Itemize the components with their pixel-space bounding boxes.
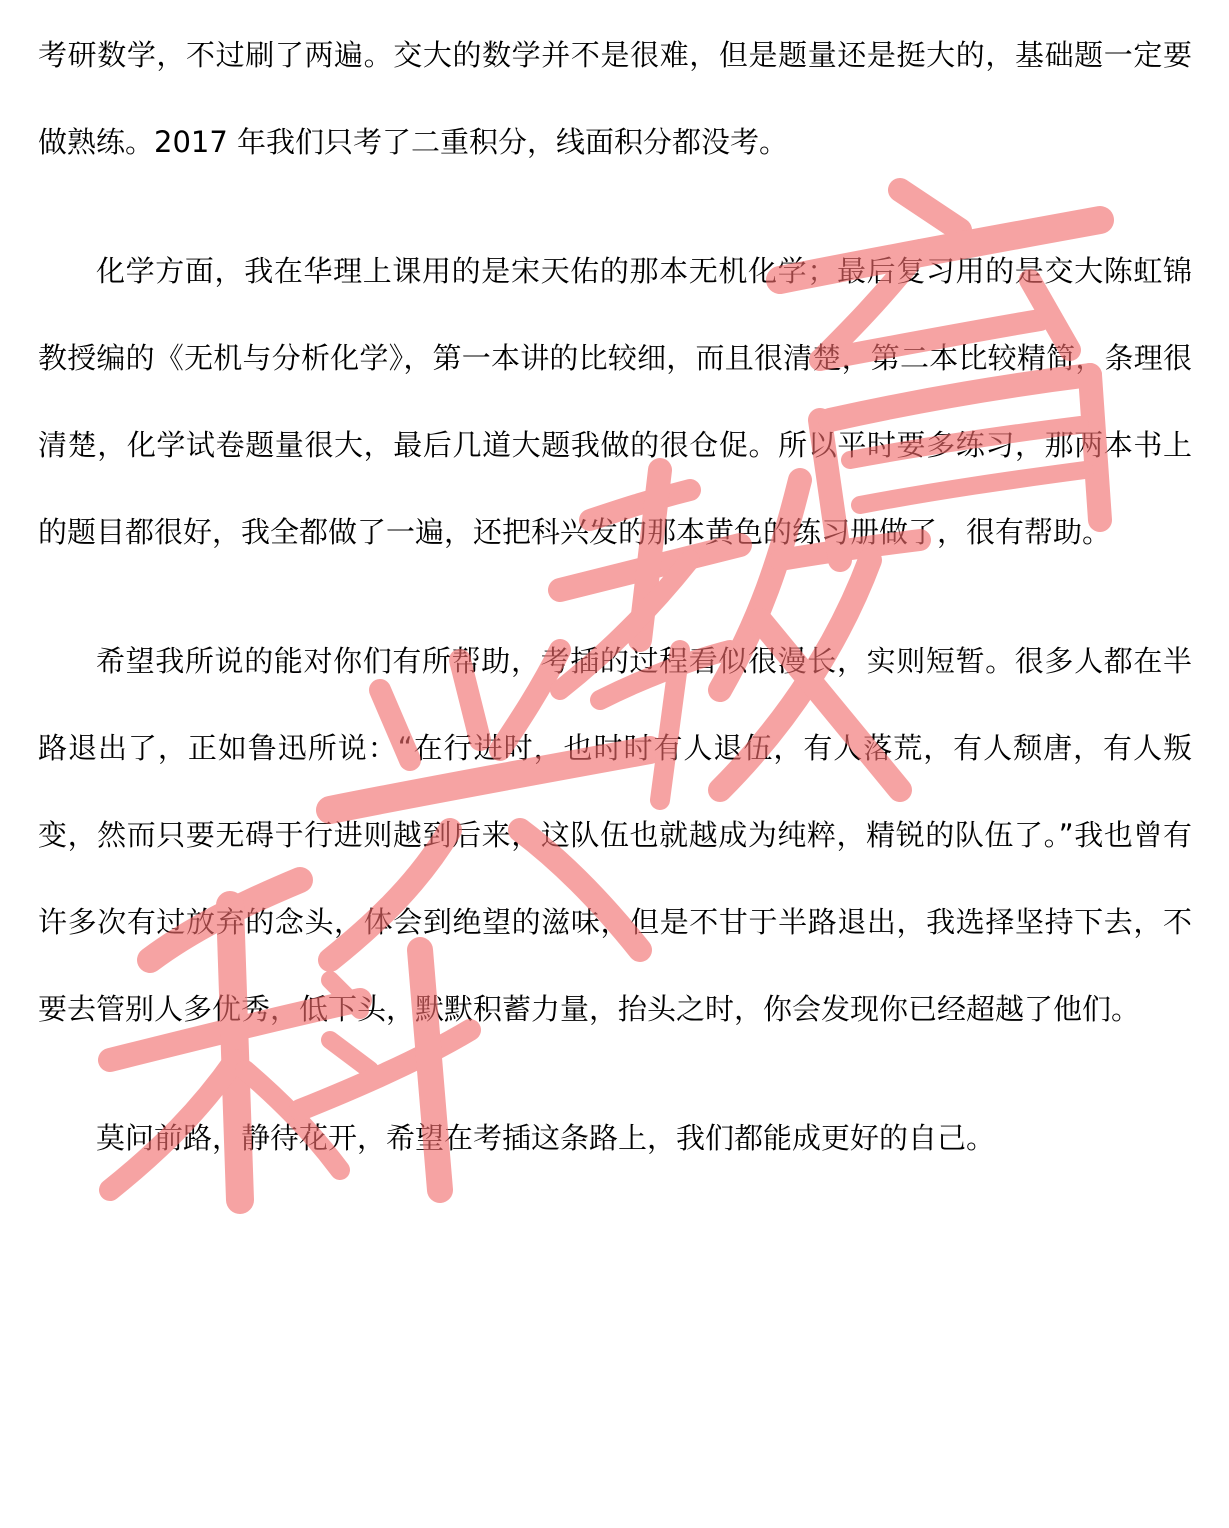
paragraph-gap: [38, 1053, 1192, 1095]
paragraph-closing: 莫问前路，静待花开，希望在考插这条路上，我们都能成更好的自己。: [96, 1121, 996, 1155]
paragraph-encouragement: 希望我所说的能对你们有所帮助，考插的过程看似很漫长，实则短暂。很多人都在半路退出了，正如鲁迅所说：“在行进时，也时时有人退伍，有人落荒，有人颓唐，有人叛变，然而只要无碍于行进则越到后来，这队伍也就越成为纯粹，精锐的队伍了。”我也曾有许多次有过放弃的念头，体会到绝望的滋味，但是不甘于半路退出，我选择坚持下去，不要去管别人多优秀，低下头，默默积蓄力量，抬头之时，你会发现你已经超越了他们。: [38, 644, 1192, 1026]
paragraph-gap: [38, 576, 1192, 618]
paragraph-math: 考研数学，不过刷了两遍。交大的数学并不是很难，但是题量还是挺大的，基础题一定要做熟练。2017 年我们只考了二重积分，线面积分都没考。: [38, 38, 1192, 159]
paragraph-chemistry: 化学方面，我在华理上课用的是宋天佑的那本无机化学；最后复习用的是交大陈虹锦教授编的《无机与分析化学》，第一本讲的比较细，而且很清楚，第二本比较精简，条理很清楚，化学试卷题量很大，最后几道大题我做的很仓促。所以平时要多练习，那两本书上的题目都很好，我全都做了一遍，还把科兴发的那本黄色的练习册做了，很有帮助。: [38, 254, 1192, 549]
document-body: [38, 12, 1192, 1182]
paragraph-gap: [38, 186, 1192, 228]
